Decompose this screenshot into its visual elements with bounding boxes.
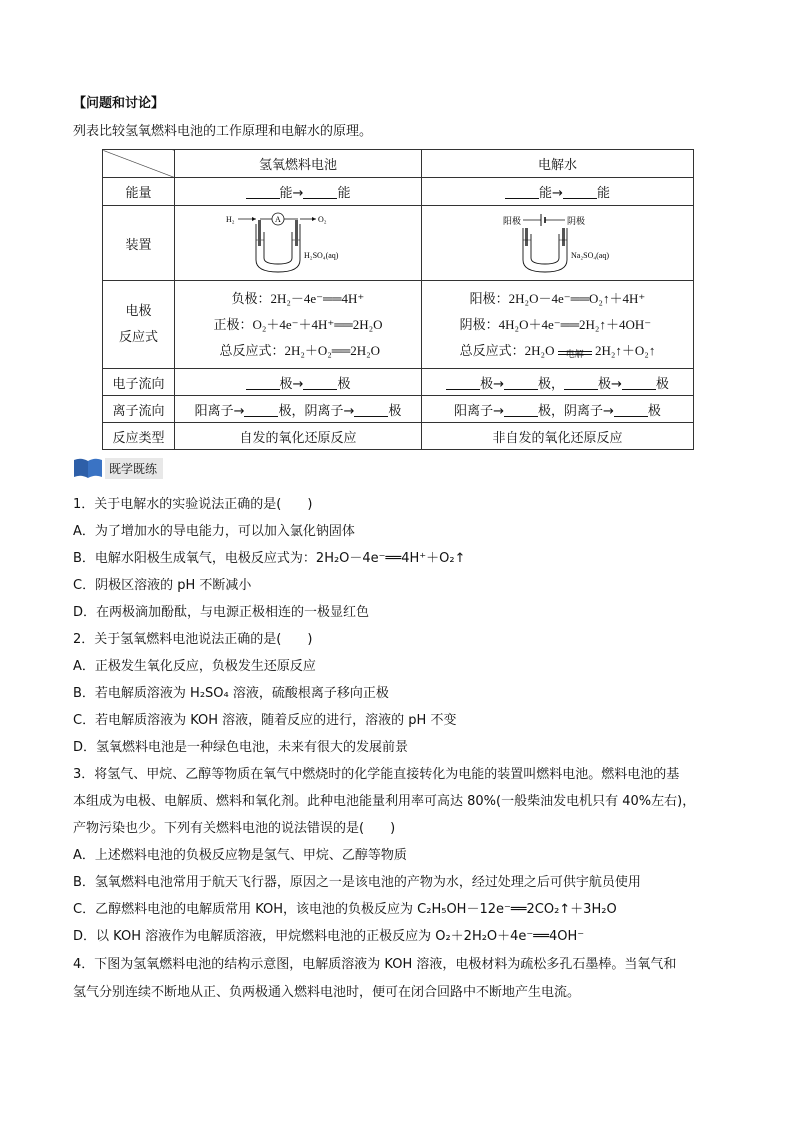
row-label-ion-flow: 离子流向 xyxy=(103,396,175,423)
question-line: A．上述燃料电池的负极反应物是氢气、甲烷、乙醇等物质 xyxy=(73,848,407,863)
question-line: B．电解水阳极生成氧气，电极反应式为：2H₂O－4e⁻══4H⁺＋O₂↑ xyxy=(73,551,466,566)
h2-label: H₂ xyxy=(226,215,235,224)
row-label-device: 装置 xyxy=(103,206,175,281)
electrolyte-label: H₂SO₄(aq) xyxy=(304,251,339,260)
question-line: 2．关于氢氧燃料电池说法正确的是( ) xyxy=(73,632,313,647)
o2-label: O₂ xyxy=(318,215,327,224)
question-line: 1．关于电解水的实验说法正确的是( ) xyxy=(73,497,313,512)
electrode-electrolysis xyxy=(422,281,694,369)
ion-flow-electrolysis: 阳离子→ 极，阴离子→ 极 xyxy=(422,396,694,423)
electrolysis-diagram xyxy=(422,206,694,281)
question-line: B．氢氧燃料电池常用于航天飞行器，原因之一是该电池的产物为水，经过处理之后可供宇航员使用 xyxy=(73,875,641,890)
question-line: A．正极发生氧化反应，负极发生还原反应 xyxy=(73,659,316,674)
header-electrolysis: 电解水 xyxy=(422,150,694,178)
cathode-label: 阴极 xyxy=(566,217,585,227)
section-heading: 【问题和讨论】 xyxy=(73,96,165,111)
question-line: C．阴极区溶液的 pH 不断减小 xyxy=(73,578,252,593)
section-tag xyxy=(73,457,163,479)
electron-flow-fuel-cell: 极→ 极 xyxy=(175,369,422,396)
ion-flow-fuel-cell: 阳离子→ 极，阴离子→ 极 xyxy=(175,396,422,423)
fuel-cell-diagram xyxy=(175,206,422,281)
reaction-type-electrolysis: 非自发的氧化还原反应 xyxy=(422,423,694,450)
question-line: 3．将氢气、甲烷、乙醇等物质在氧气中燃烧时的化学能直接转化为电能的装置叫燃料电池。燃料电池的基 xyxy=(73,767,680,782)
question-line: C．若电解质溶液为 KOH 溶液，随着反应的进行，溶液的 pH 不变 xyxy=(73,713,457,728)
question-line: 本组成为电极、电解质、燃料和氧化剂。此种电池能量利用率可高达 80%(一般柴油发电机只有 40%左右)， xyxy=(73,794,696,809)
question-line: 4．下图为氢氧燃料电池的结构示意图，电解质溶液为 KOH 溶液，电极材料为疏松多孔石墨棒。当氧气和 xyxy=(73,957,677,972)
fuel-total-eq: 总反应式：2H₂＋O₂══2H₂O xyxy=(219,342,381,358)
question-line: 氢气分别连续不断地从正、负两极通入燃料电池时，便可在闭合回路中不断地产生电流。 xyxy=(73,985,581,1000)
elec-anode-eq: 阳极：2H₂O－4e⁻══O₂↑＋4H⁺ xyxy=(469,290,646,306)
anode-label: 阳极 xyxy=(502,217,521,227)
intro-text: 列表比较氢氧燃料电池的工作原理和电解水的原理。 xyxy=(73,124,373,139)
fuel-positive-eq: 正极：O₂＋4e⁻＋4H⁺══2H₂O xyxy=(213,316,383,332)
electrode-fuel-cell xyxy=(175,281,422,369)
ammeter-label: A xyxy=(275,215,281,224)
question-line: A．为了增加水的导电能力，可以加入氯化钠固体 xyxy=(73,524,355,539)
label-line-2: 反应式 xyxy=(118,329,158,345)
comparison-table xyxy=(102,149,694,450)
question-line: 产物污染也少。下列有关燃料电池的说法错误的是( ) xyxy=(73,821,396,836)
row-label-electrode xyxy=(103,281,175,369)
label-line-1: 电极 xyxy=(125,303,152,319)
header-fuel-cell: 氢氧燃料电池 xyxy=(175,150,422,178)
fuel-negative-eq: 负极：2H₂－4e⁻══4H⁺ xyxy=(231,290,365,306)
question-line: D．氢氧燃料电池是一种绿色电池，未来有很大的发展前景 xyxy=(73,740,409,755)
electrolysis-condition: 电解 xyxy=(565,348,584,359)
row-label-reaction-type: 反应类型 xyxy=(103,423,175,450)
book-icon xyxy=(73,457,103,479)
question-line: B．若电解质溶液为 H₂SO₄ 溶液，硫酸根离子移向正极 xyxy=(73,686,389,701)
elec-total-eq: 总反应式：2H₂O 电解 2H₂↑＋O₂↑ xyxy=(460,338,656,364)
question-line: D．以 KOH 溶液作为电解质溶液，甲烷燃料电池的正极反应为 O₂＋2H₂O＋4e⁻══4OH⁻ xyxy=(73,929,585,944)
reaction-type-fuel-cell: 自发的氧化还原反应 xyxy=(175,423,422,450)
header-corner-cell xyxy=(103,150,175,178)
row-label-energy: 能量 xyxy=(103,178,175,206)
row-label-electron-flow: 电子流向 xyxy=(103,369,175,396)
energy-electrolysis: 能→ 能 xyxy=(422,178,694,206)
question-line: C．乙醇燃料电池的电解质常用 KOH，该电池的负极反应为 C₂H₅OH－12e⁻══2CO₂↑＋3H₂O xyxy=(73,902,617,917)
elec-cathode-eq: 阴极：4H₂O＋4e⁻══2H₂↑＋4OH⁻ xyxy=(459,316,652,332)
electrolyte-label: Na₂SO₄(aq) xyxy=(570,251,609,260)
energy-fuel-cell: 能→ 能 xyxy=(175,178,422,206)
electron-flow-electrolysis: 极→ 极， 极→ 极 xyxy=(422,369,694,396)
question-line: D．在两极滴加酚酞，与电源正极相连的一极显红色 xyxy=(73,605,370,620)
section-tag-label: 既学既练 xyxy=(105,458,163,479)
